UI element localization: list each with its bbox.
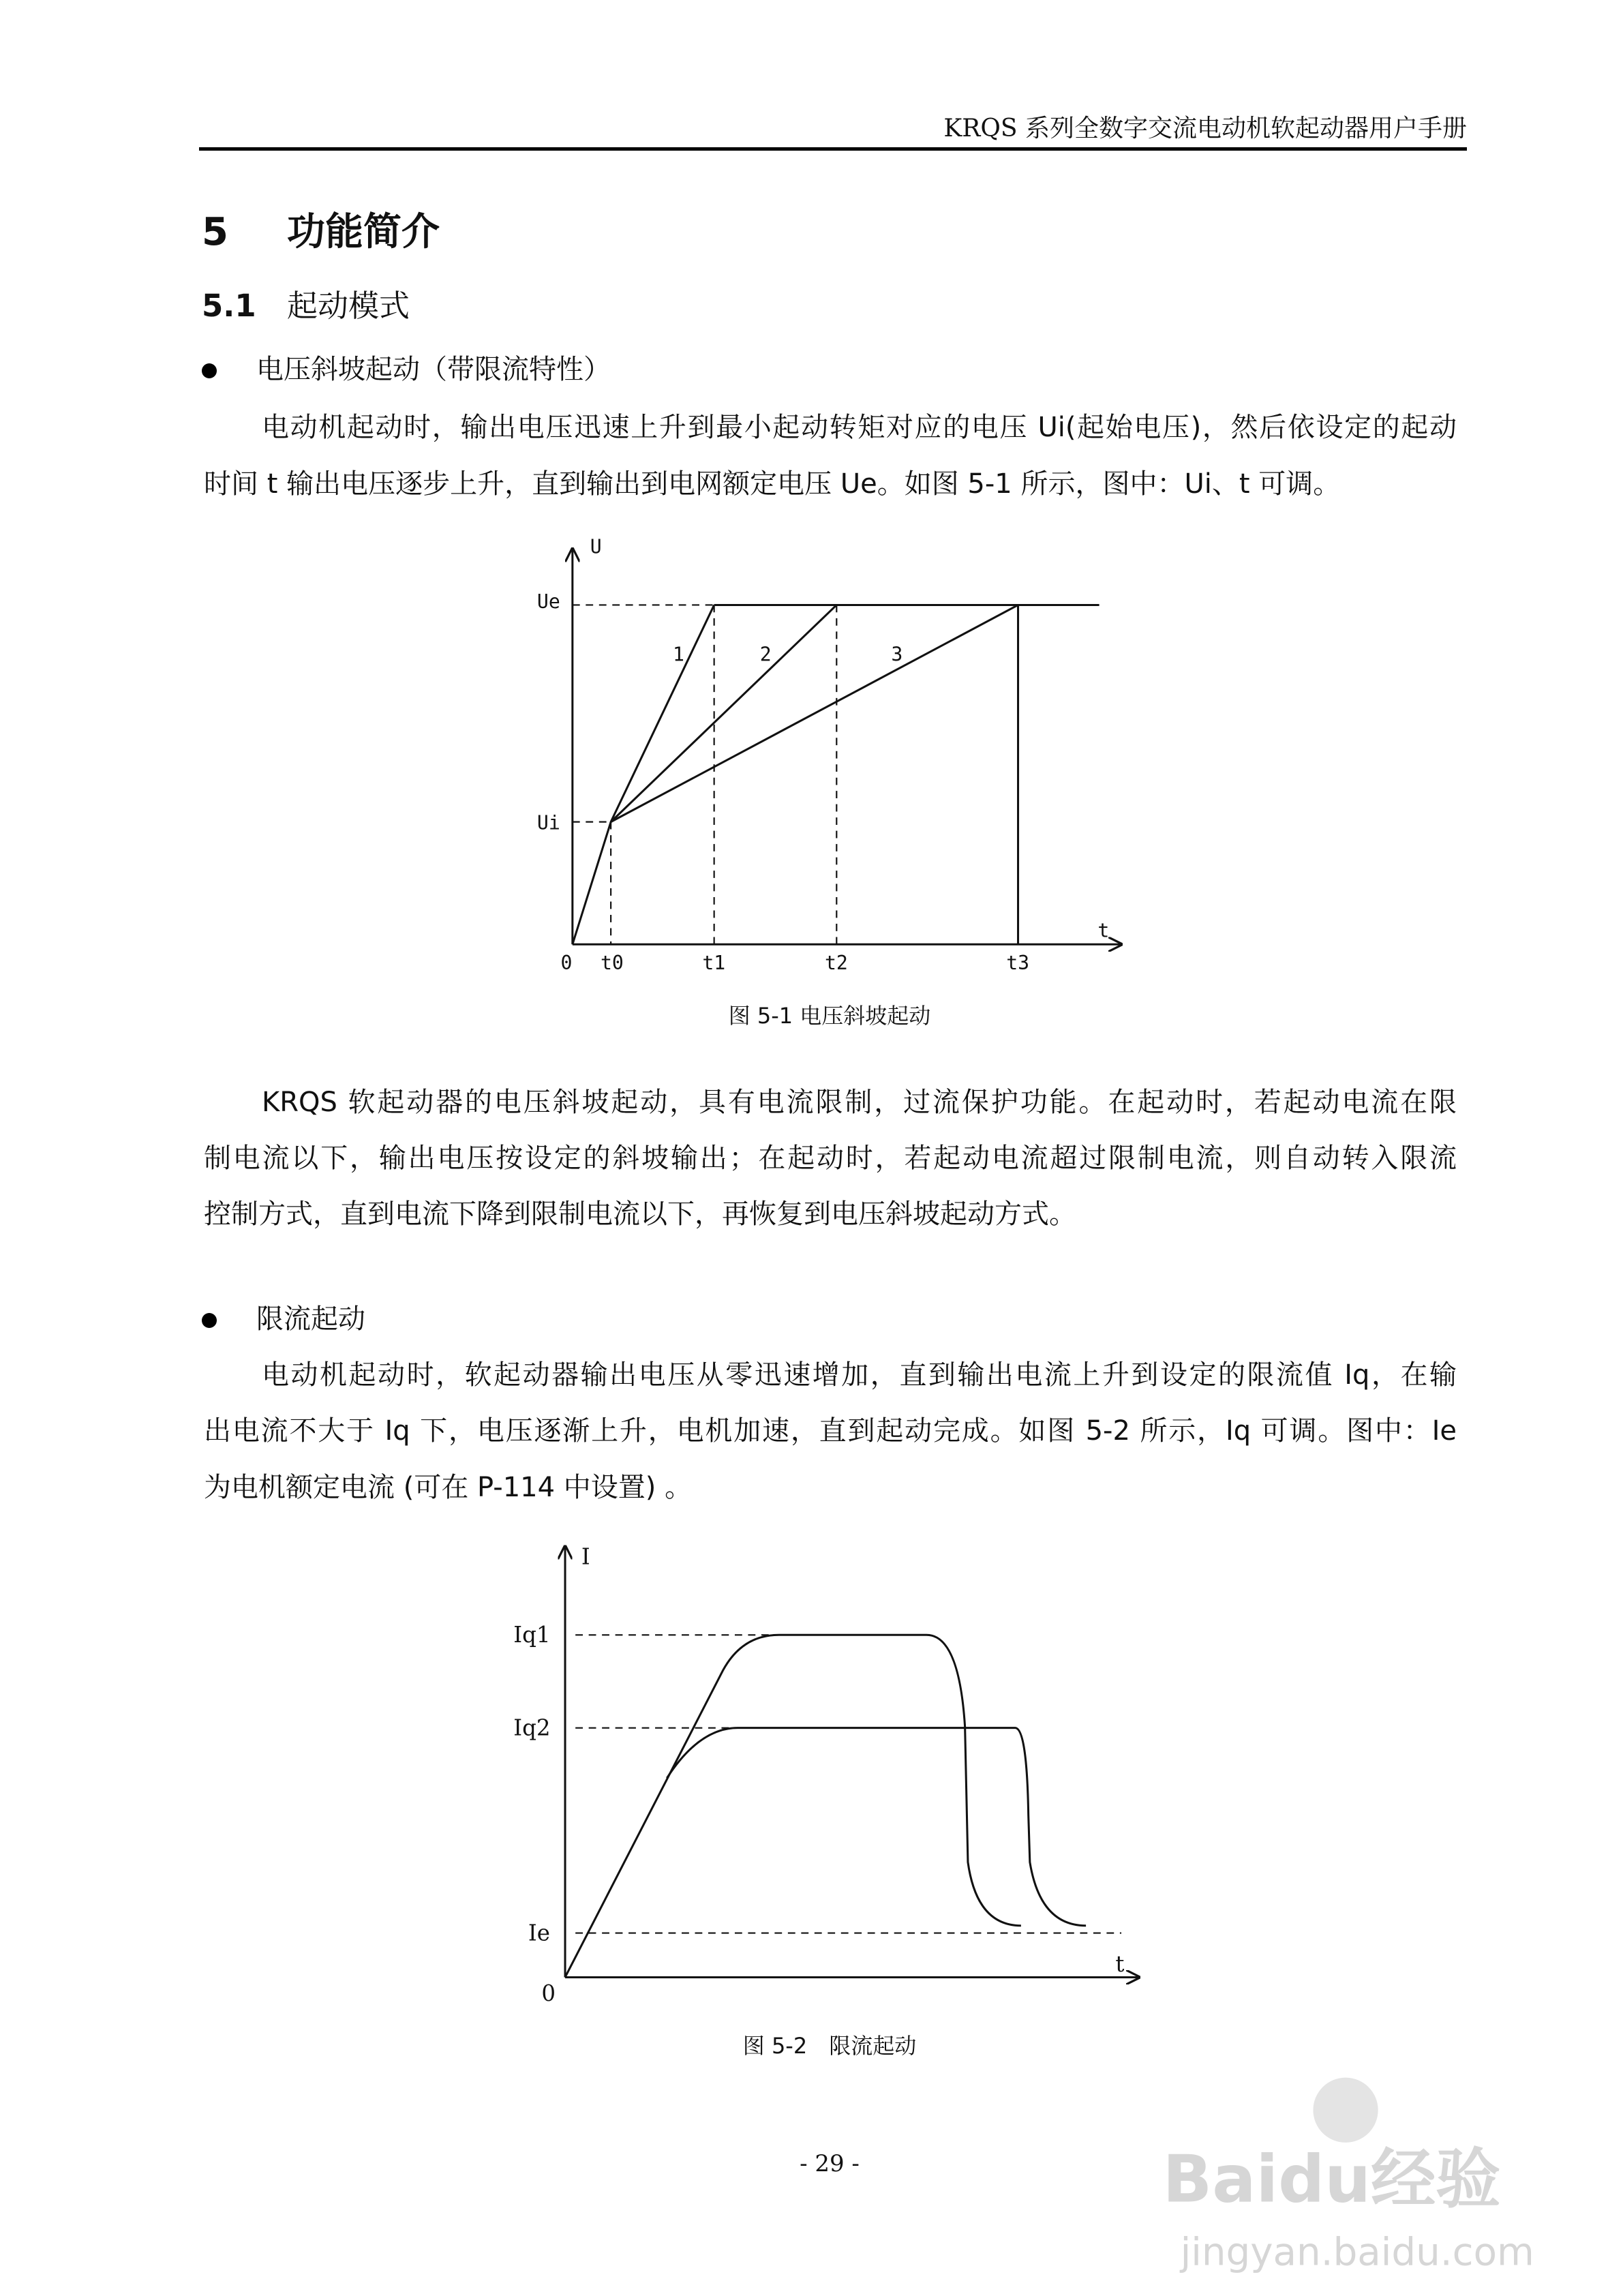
figure1-voltage-ramp	[573, 549, 1121, 944]
tick-t2: t2	[824, 952, 848, 975]
tick-t3: t3	[1006, 952, 1030, 975]
ui-label: Ui	[536, 811, 560, 834]
paw-icon	[1313, 2078, 1378, 2143]
page-number: - 29 -	[800, 2150, 860, 2177]
section-title: 起动模式	[287, 288, 410, 324]
tick-0: 0	[560, 952, 573, 975]
t-axis-label: t	[1115, 1950, 1125, 1977]
guide-lines	[573, 605, 836, 944]
running-header: KRQS 系列全数字交流电动机软起动器用户手册	[943, 115, 1467, 142]
iq2-label: Iq2	[513, 1715, 551, 1741]
chapter-number: 5	[202, 210, 228, 254]
watermark-url: jingyan.baidu.com	[1180, 2230, 1534, 2275]
figure2-caption: 图 5-2 限流起动	[742, 2033, 917, 2059]
tick-t1: t1	[702, 952, 726, 975]
paragraph-line: 时间 t 输出电压逐步上升，直到输出到电网额定电压 Ue。如图 5-1 所示，图中：Ui、t 可调。	[204, 468, 1341, 500]
chapter-title: 功能简介	[287, 210, 440, 254]
bullet-title: 限流起动	[256, 1303, 365, 1335]
curve-label-2: 2	[759, 643, 772, 666]
section-number: 5.1	[202, 288, 256, 324]
ue-label: Ue	[536, 590, 560, 613]
curve-3	[611, 605, 1018, 821]
tick-t0: t0	[600, 952, 624, 975]
paragraph-line: 出电流不大于 Iq 下，电压逐渐上升，电机加速，直到起动完成。如图 5-2 所示，Iq 可调。图中：Ie	[204, 1415, 1457, 1447]
figure1-caption: 图 5-1 电压斜坡起动	[728, 1003, 931, 1029]
iq1-label: Iq1	[513, 1622, 551, 1648]
curve-1	[573, 605, 714, 944]
i-axis-label: I	[581, 1543, 590, 1570]
ie-label: Ie	[528, 1920, 550, 1946]
curve-iq1	[565, 1635, 1021, 1977]
figure2-current-limit	[565, 1546, 1139, 1977]
paragraph-line: 为电机额定电流 (可在 P-114 中设置) 。	[204, 1472, 693, 1503]
guide-lines	[575, 1635, 1121, 1933]
curve-label-1: 1	[673, 643, 684, 666]
origin-label: 0	[541, 1980, 556, 2007]
t-axis-label: t	[1097, 919, 1110, 942]
curve-2	[611, 605, 836, 821]
paragraph-line: 电动机起动时，输出电压迅速上升到最小起动转矩对应的电压 Ui(起始电压)，然后依设定的起动	[262, 412, 1457, 443]
watermark-brand: Baidu经验	[1162, 2142, 1501, 2218]
paragraph-line: 控制方式，直到电流下降到限制电流以下，再恢复到电压斜坡起动方式。	[204, 1198, 1076, 1230]
paragraph-line: KRQS 软起动器的电压斜坡起动，具有电流限制，过流保护功能。在起动时，若起动电流在限	[262, 1087, 1457, 1118]
baidu-jingyan-watermark	[1163, 2078, 1534, 2275]
curve-iq2	[667, 1728, 1086, 1926]
curve-label-3: 3	[891, 643, 903, 666]
paragraph-line: 制电流以下，输出电压按设定的斜坡输出；在起动时，若起动电流超过限制电流，则自动转入限流	[204, 1143, 1457, 1174]
bullet-title: 电压斜坡起动（带限流特性）	[256, 354, 611, 385]
paragraph-line: 电动机起动时，软起动器输出电压从零迅速增加，直到输出电流上升到设定的限流值 Iq，在输	[262, 1359, 1457, 1391]
u-axis-label: U	[590, 535, 602, 558]
